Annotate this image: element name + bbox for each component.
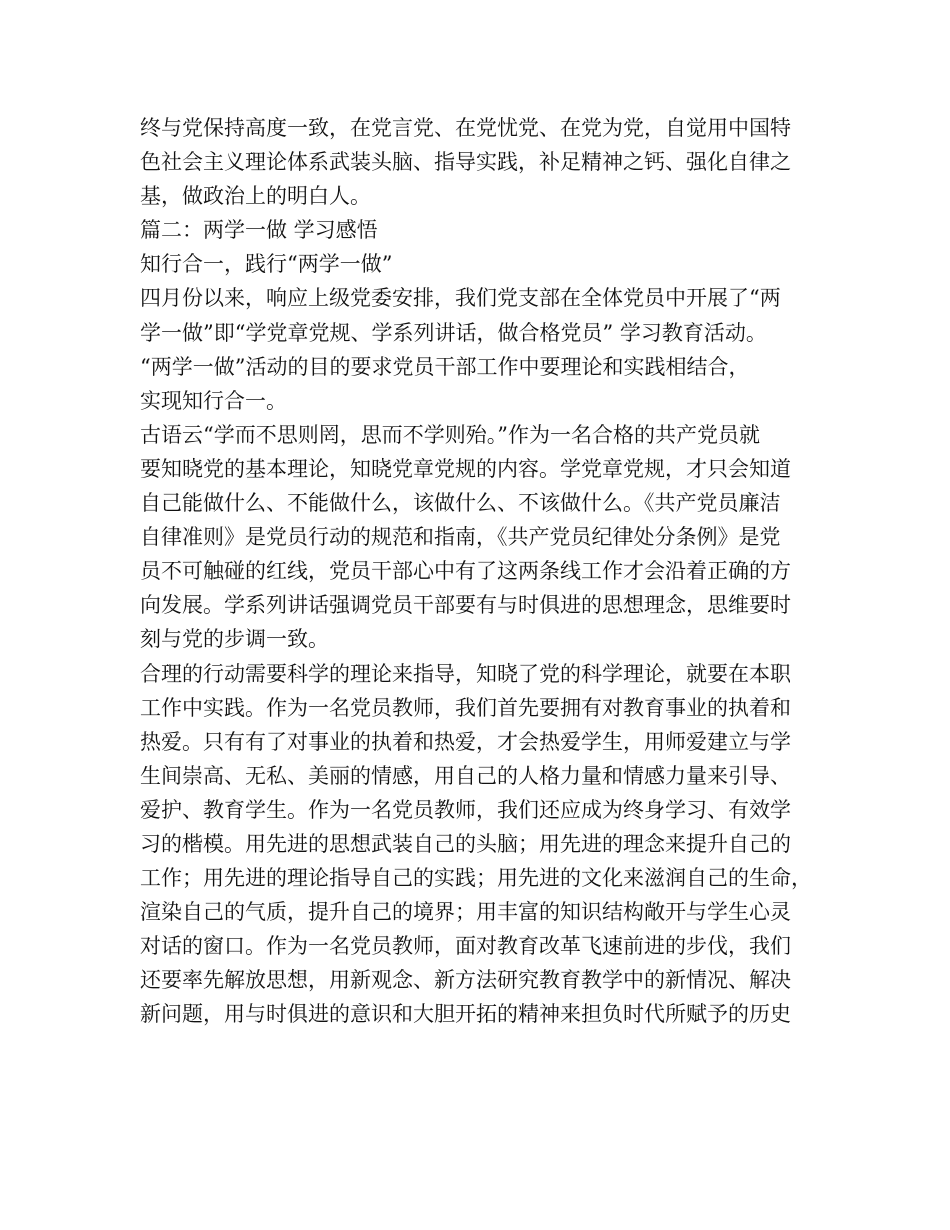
section-heading: 篇二：两学一做 学习感悟 — [140, 218, 378, 243]
text-line: 热爱。只有有了对事业的执着和热爱，才会热爱学生，用师爱建立与学 — [140, 729, 791, 754]
document-body — [140, 111, 830, 1032]
text-line: 学一做”即“学党章党规、学系列讲话，做合格党员” 学习教育活动。 — [140, 320, 767, 345]
text-line: 向发展。学系列讲话强调党员干部要有与时俱进的思想理念，思维要时 — [140, 593, 791, 618]
article-title: 知行合一，践行“两学一做” — [140, 252, 393, 277]
text-line: 对话的窗口。作为一名党员教师，面对教育改革飞速前进的步伐，我们 — [140, 934, 791, 959]
text-line: 渲染自己的气质，提升自己的境界；用丰富的知识结构敞开与学生心灵 — [140, 900, 791, 925]
text-line: 基，做政治上的明白人。 — [140, 184, 371, 209]
text-line: 爱护、教育学生。作为一名党员教师，我们还应成为终身学习、有效学 — [140, 797, 791, 822]
text-line: “两学一做”活动的目的要求党员干部工作中要理论和实践相结合， — [140, 354, 750, 379]
text-line: 自己能做什么、不能做什么，该做什么、不该做什么。《共产党员廉洁 — [140, 491, 781, 516]
text-line: 自律准则》是党员行动的规范和指南，《共产党员纪律处分条例》是党 — [140, 525, 781, 550]
text-line: 习的楷模。用先进的思想武装自己的头脑；用先进的理念来提升自己的 — [140, 831, 791, 856]
text-line: 四月份以来，响应上级党委安排，我们党支部在全体党员中开展了“两 — [140, 286, 781, 311]
text-line: 古语云“学而不思则罔，思而不学则殆。”作为一名合格的共产党员就 — [140, 422, 760, 447]
text-line: 工作中实践。作为一名党员教师，我们首先要拥有对教育事业的执着和 — [140, 695, 791, 720]
text-line: 实现知行合一。 — [140, 388, 287, 413]
text-line: 新问题，用与时俱进的意识和大胆开拓的精神来担负时代所赋予的历史 — [140, 1002, 791, 1027]
text-line: 要知晓党的基本理论，知晓党章党规的内容。学党章党规，才只会知道 — [140, 456, 791, 481]
text-line: 色社会主义理论体系武装头脑、指导实践，补足精神之钙、强化自律之 — [140, 150, 791, 175]
text-line: 生间崇高、无私、美丽的情感，用自己的人格力量和情感力量来引导、 — [140, 763, 791, 788]
text-line: 刻与党的步调一致。 — [140, 627, 329, 652]
text-line: 终与党保持高度一致，在党言党、在党忧党、在党为党，自觉用中国特 — [140, 116, 791, 140]
text-line: 还要率先解放思想，用新观念、新方法研究教育教学中的新情况、解决 — [140, 968, 791, 993]
text-line: 工作；用先进的理论指导自己的实践；用先进的文化来滋润自己的生命， — [140, 866, 812, 891]
text-line: 合理的行动需要科学的理论来指导，知晓了党的科学理论，就要在本职 — [140, 661, 791, 686]
text-line: 员不可触碰的红线，党员干部心中有了这两条线工作才会沿着正确的方 — [140, 559, 791, 584]
